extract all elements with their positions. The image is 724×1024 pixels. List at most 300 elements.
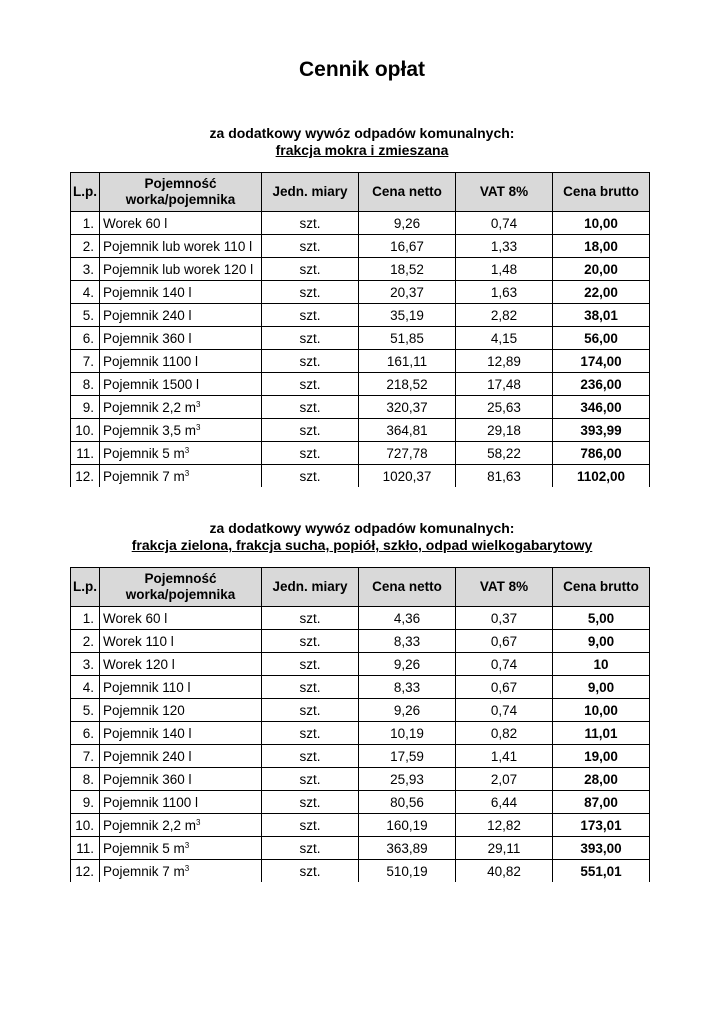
cell-brutto (553, 630, 650, 653)
cell-unit-text: szt. (299, 863, 321, 879)
cell-netto-text: 160,19 (386, 817, 428, 833)
cell-vat (456, 860, 553, 883)
header-brutto: Cena brutto (553, 568, 650, 607)
cell-name-text: Pojemnik 7 m (103, 468, 185, 484)
cell-brutto-text: 87,00 (584, 794, 618, 810)
cell-vat (456, 258, 553, 281)
cell-name-text: Pojemnik 240 l (103, 748, 192, 764)
cell-netto (359, 699, 456, 722)
cell-unit-text: szt. (299, 238, 321, 254)
cell-lp-text: 8. (82, 771, 94, 787)
cell-unit (262, 837, 359, 860)
cell-name (100, 304, 262, 327)
cell-vat-text: 1,48 (490, 261, 518, 277)
cell-unit (262, 327, 359, 350)
cell-unit-text: szt. (299, 422, 321, 438)
cell-name (100, 699, 262, 722)
cell-netto (359, 350, 456, 373)
table-row (71, 327, 650, 350)
cell-brutto (553, 327, 650, 350)
cell-name (100, 676, 262, 699)
cell-lp-text: 1. (82, 215, 94, 231)
cell-unit (262, 258, 359, 281)
cell-name (100, 607, 262, 630)
cell-vat-text: 0,37 (490, 610, 518, 626)
cell-unit-text: szt. (299, 748, 321, 764)
cell-brutto-text: 22,00 (584, 284, 618, 300)
price-table-other (70, 567, 650, 882)
cell-brutto-text: 786,00 (580, 445, 622, 461)
cell-brutto-text: 20,00 (584, 261, 618, 277)
cell-netto-text: 9,26 (393, 656, 421, 672)
cell-brutto (553, 235, 650, 258)
cell-brutto-text: 9,00 (587, 679, 615, 695)
table-row (71, 258, 650, 281)
cell-netto (359, 465, 456, 488)
cell-brutto (553, 373, 650, 396)
cell-vat (456, 304, 553, 327)
cell-lp (71, 442, 100, 465)
cell-lp-text: 11. (76, 445, 94, 461)
cell-vat-text: 17,48 (487, 376, 521, 392)
cell-netto (359, 814, 456, 837)
cell-unit-text: szt. (299, 215, 321, 231)
cell-lp-text: 10. (75, 422, 94, 438)
cell-vat-text: 81,63 (487, 468, 521, 484)
cell-vat (456, 327, 553, 350)
cell-unit (262, 630, 359, 653)
table-row (71, 653, 650, 676)
header-vat: VAT 8% (456, 568, 553, 607)
cell-name-text: Pojemnik 120 (103, 702, 185, 718)
cell-vat-text: 1,41 (490, 748, 518, 764)
cell-vat-text: 25,63 (487, 399, 521, 415)
cell-name-superscript: 3 (184, 445, 190, 455)
cell-vat (456, 607, 553, 630)
cell-brutto (553, 676, 650, 699)
cell-lp-text: 1. (82, 610, 94, 626)
cell-netto (359, 419, 456, 442)
cell-netto-text: 80,56 (390, 794, 424, 810)
cell-vat-text: 6,44 (490, 794, 518, 810)
cell-vat-text: 2,82 (490, 307, 518, 323)
cell-unit (262, 722, 359, 745)
cell-unit (262, 791, 359, 814)
cell-netto (359, 837, 456, 860)
cell-unit-text: szt. (299, 376, 321, 392)
cell-name-text: Pojemnik lub worek 110 l (103, 238, 253, 254)
cell-brutto (553, 814, 650, 837)
cell-name-text: Pojemnik 140 l (103, 725, 192, 741)
cell-unit-text: szt. (299, 284, 321, 300)
cell-name-text: Worek 110 l (103, 633, 174, 649)
cell-name-text: Worek 60 l (103, 215, 168, 231)
cell-vat (456, 212, 553, 235)
cell-brutto-text: 173,01 (580, 817, 622, 833)
table-row (71, 630, 650, 653)
cell-brutto-text: 236,00 (580, 376, 622, 392)
cell-netto (359, 653, 456, 676)
cell-name-text: Pojemnik 1500 l (103, 376, 200, 392)
cell-name-text: Pojemnik 5 m (103, 840, 185, 856)
cell-vat (456, 350, 553, 373)
cell-netto-text: 510,19 (386, 863, 428, 879)
header-vat: VAT 8% (456, 173, 553, 212)
cell-unit (262, 607, 359, 630)
cell-netto (359, 373, 456, 396)
cell-netto (359, 722, 456, 745)
cell-unit-text: szt. (299, 330, 321, 346)
cell-vat (456, 442, 553, 465)
cell-lp (71, 814, 100, 837)
cell-lp (71, 327, 100, 350)
cell-lp-text: 12. (75, 863, 94, 879)
cell-unit (262, 442, 359, 465)
cell-lp (71, 235, 100, 258)
cell-netto (359, 745, 456, 768)
cell-netto (359, 768, 456, 791)
cell-brutto (553, 304, 650, 327)
cell-unit-text: szt. (299, 445, 321, 461)
cell-netto-text: 727,78 (386, 445, 428, 461)
cell-name (100, 814, 262, 837)
header-jednostka: Jedn. miary (262, 568, 359, 607)
cell-name-text: Pojemnik 5 m (103, 445, 185, 461)
table-row (71, 396, 650, 419)
table-row (71, 860, 650, 883)
cell-lp-text: 7. (82, 353, 94, 369)
cell-brutto (553, 212, 650, 235)
cell-vat (456, 419, 553, 442)
cell-unit-text: szt. (299, 771, 321, 787)
table-header-row (71, 568, 650, 607)
cell-brutto (553, 281, 650, 304)
cell-netto (359, 304, 456, 327)
cell-vat-text: 58,22 (487, 445, 521, 461)
cell-netto-text: 363,89 (386, 840, 428, 856)
cell-vat (456, 791, 553, 814)
cell-unit (262, 396, 359, 419)
cell-unit-text: szt. (299, 656, 321, 672)
cell-netto-text: 4,36 (393, 610, 421, 626)
cell-vat (456, 768, 553, 791)
cell-vat (456, 653, 553, 676)
header-pojemnosc: Pojemność worka/pojemnika (100, 568, 262, 607)
cell-netto-text: 16,67 (390, 238, 424, 254)
table-row (71, 235, 650, 258)
cell-lp (71, 373, 100, 396)
cell-lp (71, 350, 100, 373)
cell-lp (71, 722, 100, 745)
cell-name (100, 258, 262, 281)
header-lp: L.p. (71, 568, 100, 607)
cell-unit (262, 235, 359, 258)
cell-brutto-text: 38,01 (584, 307, 618, 323)
cell-brutto (553, 607, 650, 630)
cell-lp (71, 745, 100, 768)
cell-brutto-text: 18,00 (584, 238, 618, 254)
cell-lp-text: 7. (82, 748, 94, 764)
header-jednostka: Jedn. miary (262, 173, 359, 212)
cell-brutto (553, 860, 650, 883)
cell-lp (71, 607, 100, 630)
cell-unit-text: szt. (299, 399, 321, 415)
cell-vat-text: 0,74 (490, 215, 518, 231)
cell-brutto-text: 9,00 (587, 633, 615, 649)
cell-unit-text: szt. (299, 679, 321, 695)
header-pojemnosc: Pojemność worka/pojemnika (100, 173, 262, 212)
cell-lp (71, 676, 100, 699)
cell-vat-text: 2,07 (490, 771, 518, 787)
table-row (71, 465, 650, 488)
cell-lp (71, 304, 100, 327)
cell-netto-text: 17,59 (390, 748, 424, 764)
cell-brutto-text: 174,00 (580, 353, 622, 369)
cell-vat (456, 699, 553, 722)
section1-subheading: frakcja mokra i zmieszana (275, 142, 449, 158)
cell-name (100, 419, 262, 442)
cell-name-superscript: 3 (184, 840, 190, 850)
cell-unit-text: szt. (299, 794, 321, 810)
table-row (71, 373, 650, 396)
cell-name-text: Pojemnik 360 l (103, 771, 192, 787)
cell-name-text: Worek 60 l (103, 610, 168, 626)
cell-unit-text: szt. (299, 353, 321, 369)
cell-brutto-text: 11,01 (584, 725, 618, 741)
cell-name (100, 235, 262, 258)
section2-heading-text: za dodatkowy wywóz odpadów komunalnych: (209, 520, 515, 536)
cell-netto (359, 676, 456, 699)
cell-name (100, 791, 262, 814)
table-row (71, 837, 650, 860)
cell-name-text: Pojemnik 1100 l (103, 353, 199, 369)
cell-name (100, 281, 262, 304)
cell-vat-text: 0,67 (490, 633, 518, 649)
cell-name (100, 327, 262, 350)
cell-brutto (553, 350, 650, 373)
cell-lp-text: 8. (82, 376, 94, 392)
cell-brutto-text: 10,00 (584, 215, 618, 231)
cell-netto-text: 35,19 (390, 307, 424, 323)
cell-netto-text: 10,19 (390, 725, 424, 741)
cell-brutto-text: 393,99 (580, 422, 622, 438)
table-row (71, 722, 650, 745)
cell-netto-text: 8,33 (393, 679, 421, 695)
cell-vat (456, 814, 553, 837)
cell-lp-text: 3. (82, 261, 94, 277)
cell-vat-text: 29,18 (487, 422, 521, 438)
cell-unit (262, 465, 359, 488)
cell-name-text: Pojemnik lub worek 120 l (103, 261, 254, 277)
cell-lp (71, 258, 100, 281)
cell-unit-text: szt. (299, 840, 321, 856)
cell-name (100, 837, 262, 860)
cell-lp-text: 9. (82, 399, 94, 415)
cell-netto (359, 258, 456, 281)
cell-lp-text: 5. (82, 702, 94, 718)
cell-unit-text: szt. (299, 725, 321, 741)
cell-unit (262, 281, 359, 304)
cell-brutto-text: 19,00 (584, 748, 618, 764)
cell-unit (262, 212, 359, 235)
cell-brutto (553, 465, 650, 488)
section2-subheading: frakcja zielona, frakcja sucha, popiół, szkło, odpad wielkogabarytowy (131, 537, 593, 553)
cell-lp (71, 791, 100, 814)
cell-name (100, 768, 262, 791)
cell-brutto-text: 10,00 (584, 702, 618, 718)
cell-name (100, 465, 262, 488)
cell-unit-text: szt. (299, 817, 321, 833)
cell-unit (262, 699, 359, 722)
cell-vat-text: 4,15 (490, 330, 518, 346)
table-row (71, 745, 650, 768)
table-row (71, 814, 650, 837)
cell-netto-text: 9,26 (393, 215, 421, 231)
cell-brutto (553, 396, 650, 419)
cell-name-text: Pojemnik 2,2 m (103, 817, 197, 833)
cell-netto-text: 9,26 (393, 702, 421, 718)
cell-netto-text: 25,93 (390, 771, 424, 787)
section1-heading (0, 125, 724, 159)
cell-netto-text: 161,11 (386, 353, 428, 369)
cell-unit (262, 745, 359, 768)
cell-unit (262, 304, 359, 327)
cell-name (100, 442, 262, 465)
cell-lp (71, 281, 100, 304)
cell-name (100, 373, 262, 396)
cell-vat-text: 40,82 (487, 863, 521, 879)
cell-brutto (553, 722, 650, 745)
cell-lp (71, 630, 100, 653)
cell-brutto (553, 419, 650, 442)
cell-name-text: Pojemnik 140 l (103, 284, 192, 300)
cell-lp-text: 2. (82, 238, 94, 254)
cell-netto-text: 8,33 (393, 633, 421, 649)
cell-brutto-text: 551,01 (580, 863, 622, 879)
cell-name (100, 396, 262, 419)
header-lp: L.p. (71, 173, 100, 212)
table-row (71, 304, 650, 327)
cell-brutto-text: 1102,00 (576, 468, 626, 484)
cell-name-superscript: 3 (196, 422, 201, 432)
cell-name-text: Pojemnik 360 l (103, 330, 192, 346)
cell-vat-text: 0,74 (490, 656, 518, 672)
cell-brutto-text: 5,00 (587, 610, 615, 626)
cell-brutto-text: 28,00 (584, 771, 618, 787)
cell-netto-text: 320,37 (386, 399, 428, 415)
cell-name-text: Pojemnik 3,5 m (103, 422, 197, 438)
cell-lp-text: 3. (82, 656, 94, 672)
cell-unit-text: szt. (299, 633, 321, 649)
cell-lp (71, 837, 100, 860)
cell-lp (71, 396, 100, 419)
cell-netto (359, 860, 456, 883)
cell-name-text: Worek 120 l (103, 656, 175, 672)
table-row (71, 791, 650, 814)
cell-lp-text: 5. (82, 307, 94, 323)
cell-name (100, 630, 262, 653)
cell-unit (262, 350, 359, 373)
cell-lp-text: 10. (75, 817, 94, 833)
cell-vat (456, 676, 553, 699)
cell-netto-text: 20,37 (390, 284, 424, 300)
cell-name (100, 722, 262, 745)
cell-lp (71, 419, 100, 442)
cell-unit (262, 653, 359, 676)
cell-netto (359, 396, 456, 419)
cell-name-superscript: 3 (196, 817, 201, 827)
cell-brutto (553, 442, 650, 465)
table-row (71, 768, 650, 791)
cell-vat-text: 12,89 (487, 353, 521, 369)
cell-brutto (553, 258, 650, 281)
cell-brutto (553, 699, 650, 722)
cell-vat-text: 12,82 (487, 817, 521, 833)
cell-unit-text: szt. (299, 307, 321, 323)
cell-vat (456, 281, 553, 304)
cell-vat-text: 29,11 (487, 840, 521, 856)
cell-lp-text: 4. (82, 679, 94, 695)
cell-brutto (553, 768, 650, 791)
price-table-mixed (70, 172, 650, 487)
cell-brutto (553, 653, 650, 676)
cell-name-superscript: 3 (184, 468, 190, 478)
cell-brutto-text: 393,00 (580, 840, 622, 856)
header-netto: Cena netto (359, 173, 456, 212)
cell-netto-text: 218,52 (386, 376, 428, 392)
table-row (71, 699, 650, 722)
cell-netto (359, 630, 456, 653)
cell-vat (456, 722, 553, 745)
cell-vat (456, 373, 553, 396)
cell-name (100, 860, 262, 883)
cell-lp (71, 465, 100, 488)
cell-brutto-text: 56,00 (584, 330, 618, 346)
cell-vat (456, 837, 553, 860)
table-row (71, 419, 650, 442)
cell-unit (262, 860, 359, 883)
cell-netto (359, 212, 456, 235)
table-row (71, 442, 650, 465)
cell-name-text: Pojemnik 240 l (103, 307, 192, 323)
cell-lp-text: 2. (82, 633, 94, 649)
header-brutto: Cena brutto (553, 173, 650, 212)
cell-netto-text: 51,85 (390, 330, 424, 346)
cell-unit-text: szt. (299, 468, 321, 484)
table-row (71, 350, 650, 373)
table-row (71, 212, 650, 235)
table-row (71, 281, 650, 304)
cell-netto (359, 281, 456, 304)
cell-lp-text: 12. (75, 468, 94, 484)
cell-vat-text: 1,33 (490, 238, 518, 254)
cell-lp-text: 6. (82, 725, 94, 741)
cell-brutto (553, 837, 650, 860)
cell-netto (359, 607, 456, 630)
cell-name-text: Pojemnik 110 l (103, 679, 191, 695)
cell-brutto (553, 745, 650, 768)
table-row (71, 607, 650, 630)
cell-lp (71, 768, 100, 791)
cell-unit-text: szt. (299, 610, 321, 626)
cell-netto (359, 442, 456, 465)
cell-netto (359, 327, 456, 350)
page-title: Cennik opłat (298, 58, 425, 81)
cell-lp-text: 4. (82, 284, 94, 300)
cell-vat-text: 0,74 (490, 702, 518, 718)
cell-netto-text: 364,81 (386, 422, 428, 438)
table-row (71, 676, 650, 699)
